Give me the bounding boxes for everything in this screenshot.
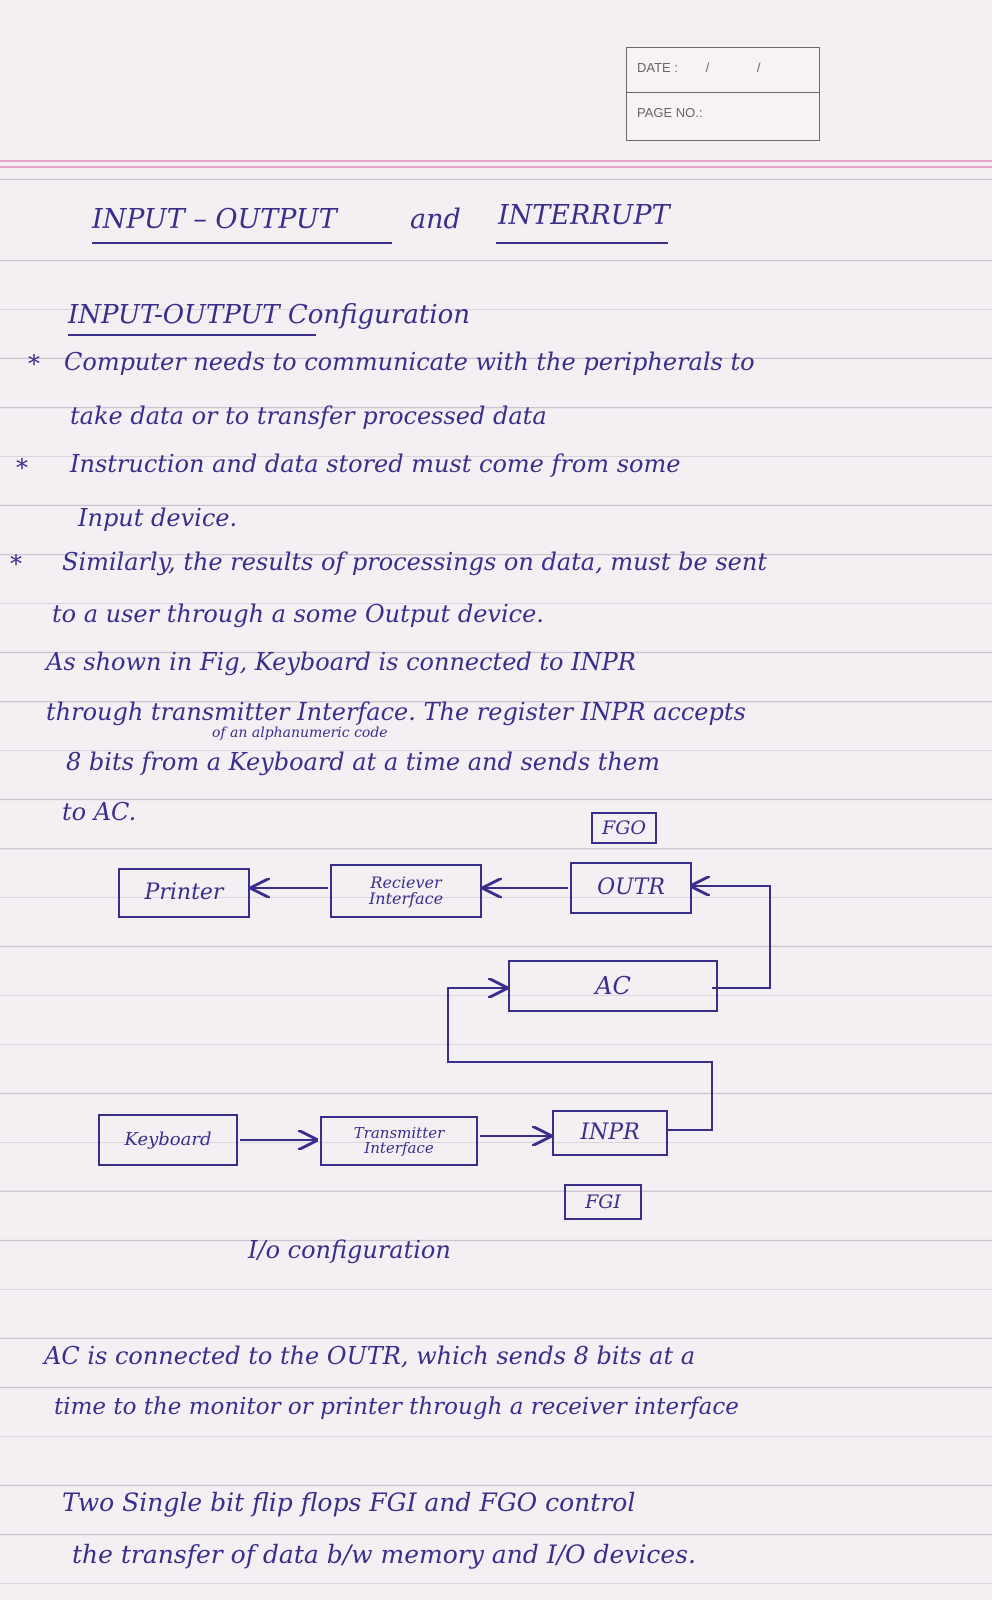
section-heading: INPUT-OUTPUT Configuration	[68, 300, 470, 330]
bullet-1-line2: take data or to transfer processed data	[70, 402, 547, 430]
date-separator: /	[756, 60, 761, 75]
fgo-flag-box: FGO	[591, 812, 657, 844]
bullet-marker: *	[10, 550, 22, 578]
bullet-3-line1: Similarly, the results of processings on data, must be sent	[62, 548, 767, 576]
bullet-marker: *	[16, 454, 28, 482]
para3-line2: the transfer of data b/w memory and I/O devices.	[72, 1540, 696, 1569]
receiver-label-line2: Interface	[368, 889, 444, 908]
date-label: DATE :	[637, 60, 678, 75]
date-separator: /	[705, 60, 710, 75]
receiver-label-line1: Reciever	[370, 873, 442, 892]
inpr-register-box: INPR	[552, 1110, 668, 1156]
page-no-label: PAGE NO.:	[637, 105, 703, 120]
para3-line1: Two Single bit flip flops FGI and FGO control	[62, 1488, 636, 1517]
para-line4: to AC.	[62, 798, 137, 826]
title-and: and	[410, 204, 461, 235]
para-line3: 8 bits from a Keyboard at a time and sends them	[66, 748, 660, 776]
para2-line2: time to the monitor or printer through a receiver interface	[54, 1394, 739, 1420]
bullet-3-line2: to a user through a some Output device.	[52, 600, 544, 628]
receiver-interface-box	[330, 864, 482, 918]
para-line1: As shown in Fig, Keyboard is connected to INPR	[46, 648, 636, 676]
bullet-marker: *	[28, 350, 40, 378]
para-line2: through transmitter Interface. The register INPR accepts	[46, 698, 746, 726]
bullet-2-line2: Input device.	[78, 504, 238, 532]
bullet-1-line1: Computer needs to communicate with the peripherals to	[64, 348, 755, 376]
keyboard-box: Keyboard	[98, 1114, 238, 1166]
diagram-caption: I/o configuration	[248, 1236, 451, 1264]
bullet-2-line1: Instruction and data stored must come from some	[70, 450, 681, 478]
transmitter-label-line1: Transmitter	[353, 1124, 445, 1142]
transmitter-label-line2: Interface	[364, 1139, 434, 1157]
outr-register-box: OUTR	[570, 862, 692, 914]
title-part2: INTERRUPT	[498, 200, 670, 231]
printer-box: Printer	[118, 868, 250, 918]
title-part1: INPUT – OUTPUT	[92, 204, 337, 235]
para-insertion: of an alphanumeric code	[212, 725, 388, 741]
ac-register-box: AC	[508, 960, 718, 1012]
transmitter-interface-box	[320, 1116, 478, 1166]
fgi-flag-box: FGI	[564, 1184, 642, 1220]
para2-line1: AC is connected to the OUTR, which sends 8 bits at a	[44, 1342, 696, 1370]
